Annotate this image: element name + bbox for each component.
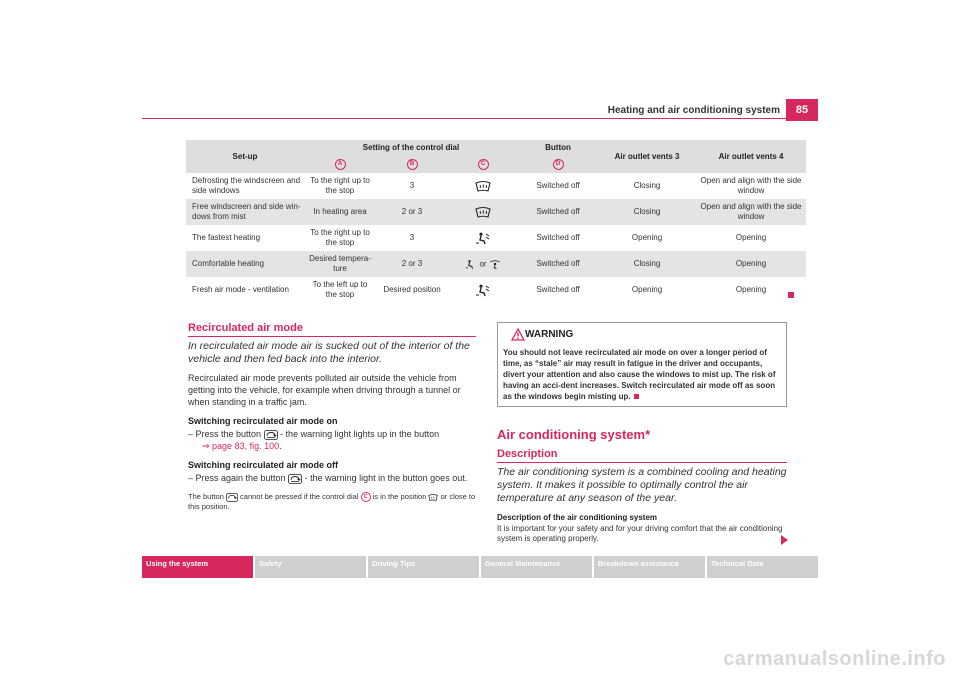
cell-button: Switched off xyxy=(536,285,580,294)
marker-d: D xyxy=(553,159,564,170)
recirc-rule xyxy=(188,336,476,337)
cell-button: Switched off xyxy=(518,199,598,225)
table-row xyxy=(186,225,806,251)
recirculation-icon xyxy=(226,493,238,502)
marker-b: B xyxy=(407,159,418,170)
page-header-title: Heating and air conditioning system xyxy=(607,105,780,116)
page-reference-link[interactable]: ⇒ page 83, fig. 100 xyxy=(202,441,280,451)
cell-dial-a: In heating area xyxy=(304,199,376,225)
cell-dial-b: Desired position xyxy=(383,285,441,294)
cell-vents-4: Opening xyxy=(735,285,767,294)
col-vents-3: Air outlet vents 3 xyxy=(598,140,696,173)
warning-header xyxy=(503,327,782,343)
recirc-off-heading: Switching recirculated air mode off xyxy=(188,460,339,470)
cell-dial-b: 2 or 3 xyxy=(376,251,448,277)
tab-general-maintenance[interactable]: General Maintenance xyxy=(481,556,592,578)
cell-setup: Free windscreen and side win-dows from mist xyxy=(186,199,304,225)
cell-dial-b: 3 xyxy=(409,233,415,242)
cell-setup: The fastest heating xyxy=(192,233,261,242)
ac-subtitle: Description xyxy=(497,448,558,460)
recirc-body: Recirculated air mode prevents polluted air outside the vehicle from getting into the vehicle, for example when driving through a tunnel or when standing in a traffic jam. xyxy=(188,373,461,407)
cell-setup: Defrosting the windscreen and side windows xyxy=(192,176,301,195)
recirc-on-step: – Press the button - the warning light lights up in the button ⇒ page 83, fig. 100. xyxy=(188,429,440,451)
recirc-on-heading: Switching recirculated air mode on xyxy=(188,416,338,426)
table-row xyxy=(186,199,806,225)
or-label: or xyxy=(479,259,487,269)
cell-vents-3: Opening xyxy=(631,285,663,294)
cell-button: Switched off xyxy=(536,233,580,242)
marker-c-inline: C xyxy=(361,492,371,502)
recirculation-icon xyxy=(264,430,278,440)
recirc-off-step: – Press again the button - the warning light in the button goes out. xyxy=(188,473,468,483)
warning-box xyxy=(497,322,787,407)
footwell-airflow-icon xyxy=(475,284,491,297)
settings-table xyxy=(186,140,806,303)
cell-vents-4: Opening xyxy=(696,251,806,277)
warning-text: You should not leave recirculated air mode on over a longer period of time, as “stale” air may result in fatigue in the driver and occupants, divert your attention and also cause the windows to mist up. The risk of having an acci-dent increases. Switch recirculated air mode off as soon as the windows begin misting up. xyxy=(503,348,776,401)
footwell-windscreen-icon xyxy=(489,258,501,271)
page-number: 85 xyxy=(786,99,818,121)
footwell-airflow-icon xyxy=(475,232,491,245)
cell-dial-a: To the right up to the stop xyxy=(310,228,370,247)
table-row xyxy=(186,277,806,303)
marker-c: C xyxy=(478,159,489,170)
cell-vents-3: Closing xyxy=(633,181,661,190)
recirculation-icon xyxy=(288,474,302,484)
ac-rule xyxy=(497,462,787,463)
tab-using-the-system[interactable]: Using the system xyxy=(142,556,253,578)
recirc-intro: In recirculated air mode air is sucked out of the interior of the vehicle and then fed back into the interior. xyxy=(188,340,470,365)
cell-dial-b: 3 xyxy=(409,181,415,190)
header-rule xyxy=(142,118,786,119)
col-vents-4: Air outlet vents 4 xyxy=(696,140,806,173)
col-setup: Set-up xyxy=(186,140,304,173)
cell-button: Switched off xyxy=(536,181,580,190)
cell-vents-3: Opening xyxy=(631,233,663,242)
windscreen-defrost-icon xyxy=(475,206,491,219)
cell-dial-a: To the right up to the stop xyxy=(310,176,370,195)
cell-vents-4: Opening xyxy=(735,233,767,242)
footwell-icon xyxy=(465,258,477,271)
ac-sub-heading: Description of the air conditioning system xyxy=(497,513,658,522)
recirc-title: Recirculated air mode xyxy=(188,322,303,334)
col-dial: Setting of the control dial xyxy=(304,140,518,155)
tab-driving-tips[interactable]: Driving Tips xyxy=(368,556,479,578)
ac-body: It is important for your safety and for your driving comfort that the air conditioning system is operating properly. xyxy=(497,524,783,543)
section-end-mark xyxy=(788,292,794,298)
cell-vents-3: Closing xyxy=(598,199,696,225)
warning-title: WARNING xyxy=(525,329,574,340)
cell-dial-a: Desired tempera-ture xyxy=(304,251,376,277)
tab-technical-data[interactable]: Technical Data xyxy=(707,556,818,578)
cell-dial-b: 2 or 3 xyxy=(376,199,448,225)
table-row xyxy=(186,173,806,199)
cell-dial-a: To the left up to the stop xyxy=(312,280,368,299)
table-row xyxy=(186,251,806,277)
recirc-note: The button cannot be pressed if the control dial C is in the position or close to this position. xyxy=(188,492,476,512)
continue-arrow-icon xyxy=(781,535,788,545)
tab-breakdown-assistance[interactable]: Breakdown assistance xyxy=(594,556,705,578)
tab-safety[interactable]: Safety xyxy=(255,556,366,578)
ac-title: Air conditioning system* xyxy=(497,427,651,442)
windscreen-defrost-icon xyxy=(475,180,491,193)
cell-button: Switched off xyxy=(518,251,598,277)
ac-intro: The air conditioning system is a combined cooling and heating system. It makes it possible to optimally control the air temperature at any season of the year. xyxy=(497,466,787,504)
warning-end-mark xyxy=(634,394,639,399)
col-button: Button xyxy=(518,140,598,155)
cell-setup: Fresh air mode - ventilation xyxy=(192,285,289,294)
recirc-section xyxy=(188,322,476,512)
warning-triangle-icon xyxy=(511,328,525,341)
windscreen-defrost-icon xyxy=(428,493,438,502)
cell-setup: Comfortable heating xyxy=(186,251,304,277)
cell-vents-3: Closing xyxy=(598,251,696,277)
watermark: carmanualsonline.info xyxy=(723,648,946,670)
right-column xyxy=(497,322,787,544)
marker-a: A xyxy=(335,159,346,170)
cell-vents-4: Open and align with the side window xyxy=(696,199,806,225)
footer-nav xyxy=(142,556,818,578)
cell-vents-4: Open and align with the side window xyxy=(700,176,802,195)
